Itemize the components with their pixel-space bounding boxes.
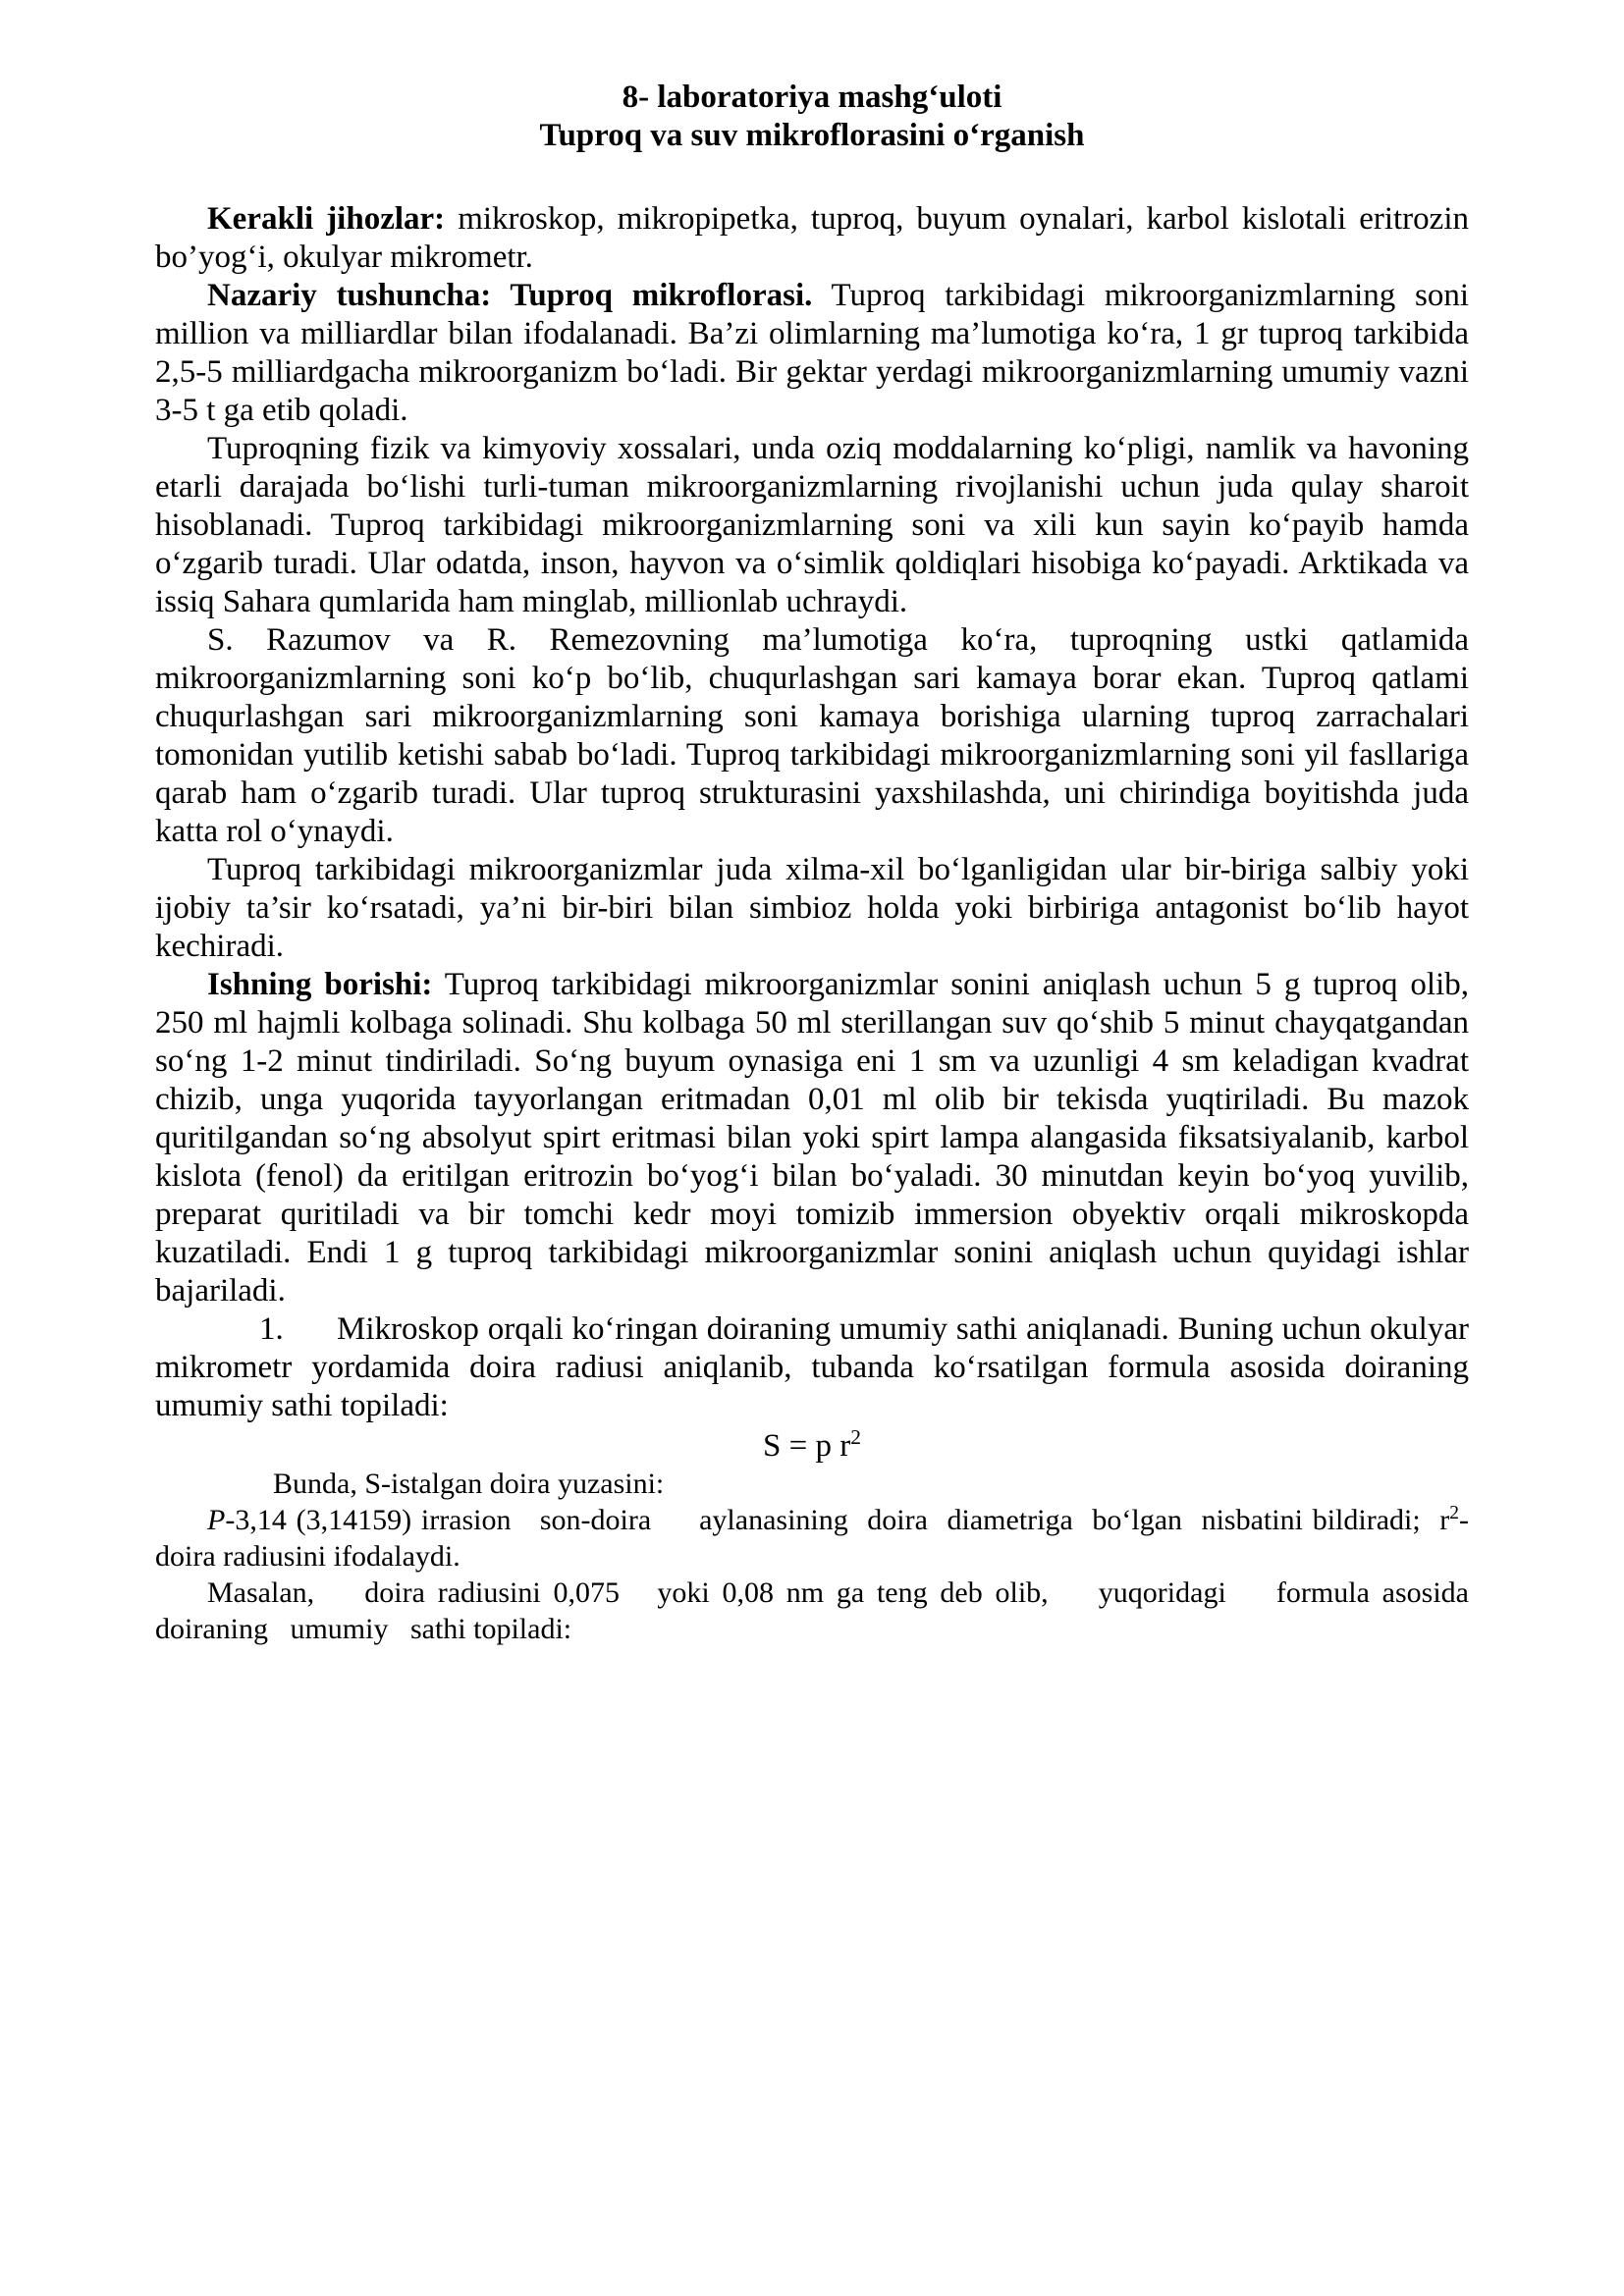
paragraph-equipment — [155, 200, 1469, 277]
list-item-1 — [155, 1310, 1469, 1425]
theory-label: Nazariy tushuncha: Tuproq mikroflorasi. — [207, 278, 813, 313]
paragraph-example: Masalan, doira radiusini 0,075 yoki 0,08 nm ga teng deb olib, yuqoridagi formula asosida doiraning umumiy sathi topiladi: — [155, 1576, 1484, 1645]
formula — [155, 1427, 1469, 1466]
list-item-1-number: 1. — [259, 1311, 284, 1347]
radius-exponent: 2 — [1449, 1503, 1459, 1523]
formula-exponent: 2 — [850, 1425, 861, 1449]
pi-note-text-2: -doira radiusini ifodalaydi. — [155, 1504, 1469, 1573]
paragraph-theory — [155, 277, 1469, 430]
document-title — [155, 79, 1469, 155]
list-item-1-text: Mikroskop orqali ko‘ringan doiraning umumiy sathi aniqlanadi. Buning uchun okulyar mikrometr yordamida doira radiusi aniqlanib, tubanda ko‘rsatilgan formula asosida doiraning umumiy sathi topiladi: — [155, 1311, 1469, 1423]
equipment-label: Kerakli jihozlar: — [207, 201, 446, 237]
title-line-2: Tuproq va suv mikroflorasini o‘rganish — [539, 118, 1085, 153]
paragraph-symbiosis: Tuproq tarkibidagi mikroorganizmlar juda xilma-xil bo‘lganligidan ular bir-biriga salbiy yoki ijobiy ta’sir ko‘rsatadi, ya’ni bir-biri bilan simbioz holda yoki birbiriga antagonist bo‘lib hayot kechiradi. — [155, 852, 1469, 964]
formula-legend-pi — [155, 1502, 1469, 1575]
paragraph-soil-properties: Tuproqning fizik va kimyoviy xossalari, unda oziq moddalarning ko‘pligi, namlik va havoning etarli darajada bo‘lishi turli-tuman mikroorganizmlarning rivojlanishi uchun juda qulay sharoit hisoblanadi. Tuproq tarkibidagi mikroorganizmlarning soni va xili kun sayin ko‘payib hamda o‘zgarib turadi. Ular odatda, inson, hayvon va o‘simlik qoldiqlari hisobiga ko‘payadi. Arktikada va issiq Sahara qumlarida ham minglab, millionlab uchraydi. — [155, 431, 1469, 619]
pi-note-text-1: -3,14 (3,14159) irrasion son-doira aylanasining doira diametriga bo‘lgan nisbatini bildiradi; r — [225, 1504, 1450, 1536]
paragraph-razumov: S. Razumov va R. Remezovning ma’lumotiga ko‘ra, tuproqning ustki qatlamida mikroorganizmlarning soni ko‘p bo‘lib, chuqurlashgan sari kamaya borar ekan. Tuproq qatlami chuqurlashgan sari mikroorganizmlarning soni kamaya borishiga ularning tuproq zarrachalari tomonidan yutilib ketishi sabab bo‘ladi. Tuproq tarkibidagi mikroorganizmlarning soni yil fasllariga qarab ham o‘zgarib turadi. Ular tuproq strukturasini yaxshilashda, uni chirindiga boyitishda juda katta rol o‘ynaydi. — [155, 622, 1469, 849]
paragraph-procedure — [155, 966, 1469, 1310]
formula-base: S = p r — [763, 1428, 851, 1464]
theory-text: Tuproq tarkibidagi mikroorganizmlarning soni million va milliardlar bilan ifodalanadi. Ba’zi olimlarning ma’lumotiga ko‘ra, 1 gr tuproq tarkibida 2,5-5 milliardgacha mikroorganizm bo‘ladi. Bir gektar yerdagi mikroorganizmlarning umumiy vazni 3-5 t ga etib qoladi. — [155, 278, 1469, 428]
equipment-text: mikroskop, mikropipetka, tuproq, buyum oynalari, karbol kislotali eritrozin bo’yog‘i, okulyar mikrometr. — [155, 201, 1469, 275]
procedure-label: Ishning borishi: — [207, 967, 433, 1002]
procedure-text: Tuproq tarkibidagi mikroorganizmlar sonini aniqlash uchun 5 g tuproq olib, 250 ml hajmli kolbaga solinadi. Shu kolbaga 50 ml sterillangan suv qo‘shib 5 minut chayqatgandan so‘ng 1-2 minut tindiriladi. So‘ng buyum oynasiga eni 1 sm va uzunligi 4 sm keladigan kvadrat chizib, unga yuqorida tayyorlangan eritmadan 0,01 ml olib bir tekisda yuqtiriladi. Bu mazok quritilgandan so‘ng absolyut spirt eritmasi bilan yoki spirt lampa alangasida fiksatsiyalanib, karbol kislota (fenol) da eritilgan eritrozin bo‘yog‘i bilan bo‘yaladi. 30 minutdan keyin bo‘yoq yuvilib, preparat quritiladi va bir tomchi kedr moyi tomizib immersion obyektiv orqali mikroskopda kuzatiladi. Endi 1 g tuproq tarkibidagi mikroorganizmlar sonini aniqlash uchun quyidagi ishlar bajariladi. — [155, 967, 1469, 1308]
title-line-1: 8- laboratoriya mashg‘uloti — [622, 80, 1002, 115]
pi-symbol: P — [207, 1504, 226, 1536]
formula-legend-s: Bunda, S-istalgan doira yuzasini: — [273, 1468, 665, 1500]
